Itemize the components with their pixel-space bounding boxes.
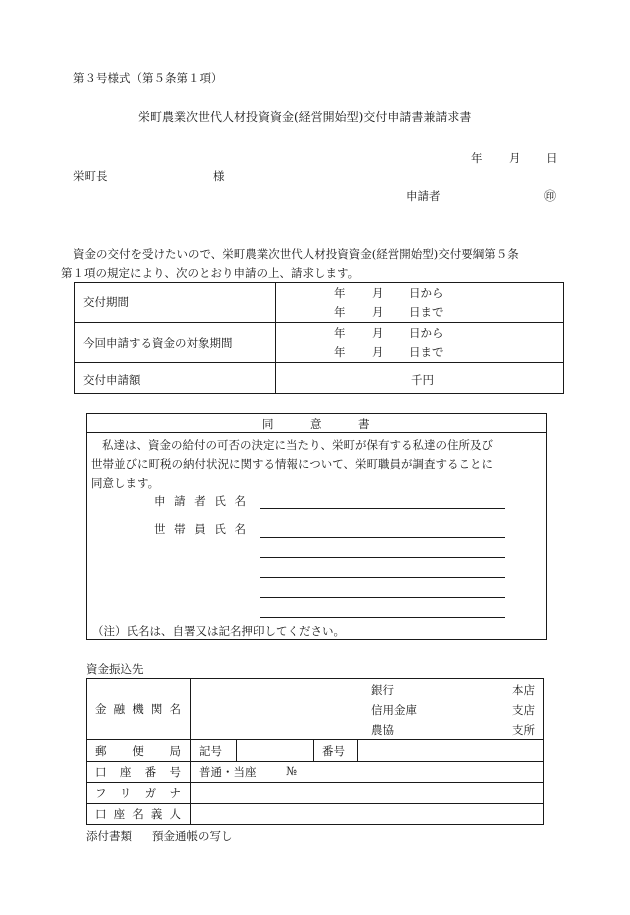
target-period-to-month: 月: [372, 345, 384, 359]
target-period-from-month: 月: [372, 326, 384, 340]
household-name-field-5[interactable]: [260, 617, 505, 618]
delivery-period-from-year: 年: [334, 286, 346, 300]
amount-unit: 千円: [411, 373, 434, 387]
seal-icon: ㊞: [544, 189, 557, 203]
addressee-honorific: 様: [213, 169, 225, 183]
delivery-period-to-year: 年: [334, 305, 346, 319]
household-name-field-2[interactable]: [260, 557, 505, 558]
target-period-from-year: 年: [334, 326, 346, 340]
account-number-label: 口 座 番 号: [95, 765, 181, 779]
household-name-field-4[interactable]: [260, 597, 505, 598]
date-month-label: 月: [509, 151, 521, 165]
delivery-period-to-month: 月: [372, 305, 384, 319]
body-text-line1: 資金の交付を受けたいので、栄町農業次世代人材投資資金(経営開始型)交付要綱第５条: [73, 247, 519, 261]
branch-type-branch: 支店: [512, 703, 535, 717]
target-period-to-year: 年: [334, 345, 346, 359]
branch-type-head: 本店: [512, 683, 535, 697]
account-no-label: №: [286, 764, 297, 778]
household-name-field-3[interactable]: [260, 577, 505, 578]
delivery-period-label: 交付期間: [83, 295, 129, 309]
post-number-label: 番号: [322, 744, 345, 758]
delivery-period-from-day: 日から: [409, 286, 444, 300]
consent-text-line2: 世帯並びに町税の納付状況に関する情報について、栄町職員が調査することに: [91, 457, 494, 471]
target-period-label: 今回申請する資金の対象期間: [83, 336, 233, 350]
date-day-label: 日: [546, 151, 558, 165]
form-number: 第３号様式（第５条第１項）: [73, 71, 223, 85]
account-type: 普通・当座: [199, 765, 257, 779]
consent-title-2: 意: [310, 417, 322, 431]
branch-type-office: 支所: [512, 723, 535, 737]
account-holder-label: 口 座 名 義 人: [95, 807, 181, 821]
applicant-name-field[interactable]: [260, 508, 505, 509]
consent-note: （注）氏名は、自署又は記名押印してください。: [92, 624, 345, 638]
target-period-from-day: 日から: [409, 326, 444, 340]
consent-text-line1: 私達は、資金の給付の可否の決定に当たり、栄町が保有する私達の住所及び: [102, 438, 493, 452]
amount-label: 交付申請額: [83, 373, 141, 387]
furigana-label: フ リ ガ ナ: [95, 786, 181, 800]
bank-section-label: 資金振込先: [86, 662, 144, 676]
post-symbol-label: 記号: [199, 744, 222, 758]
addressee-name: 栄町長: [73, 169, 108, 183]
date-year-label: 年: [471, 151, 483, 165]
attachment-label: 添付書類: [86, 829, 132, 843]
institution-type-coop: 農協: [371, 723, 394, 737]
document-title: 栄町農業次世代人材投資資金(経営開始型)交付申請書兼請求書: [138, 110, 472, 124]
institution-type-credit: 信用金庫: [371, 703, 417, 717]
attachment-value: 預金通帳の写し: [152, 829, 233, 843]
consent-title-3: 書: [358, 417, 370, 431]
delivery-period-to-day: 日まで: [409, 305, 444, 319]
applicant-name-label: 申 請 者 氏 名: [154, 494, 246, 508]
household-name-label: 世 帯 員 氏 名: [154, 522, 246, 536]
delivery-period-from-month: 月: [372, 286, 384, 300]
institution-type-bank: 銀行: [371, 683, 394, 697]
body-text-line2: 第１項の規定により、次のとおり申請の上、請求します。: [61, 266, 360, 280]
post-office-label: 郵 便 局: [95, 744, 181, 758]
target-period-to-day: 日まで: [409, 345, 444, 359]
consent-title-1: 同: [262, 417, 274, 431]
consent-text-line3: 同意します。: [91, 476, 160, 490]
household-name-field-1[interactable]: [260, 537, 505, 538]
institution-label: 金 融 機 関 名: [95, 702, 181, 716]
applicant-label: 申請者: [406, 189, 441, 203]
